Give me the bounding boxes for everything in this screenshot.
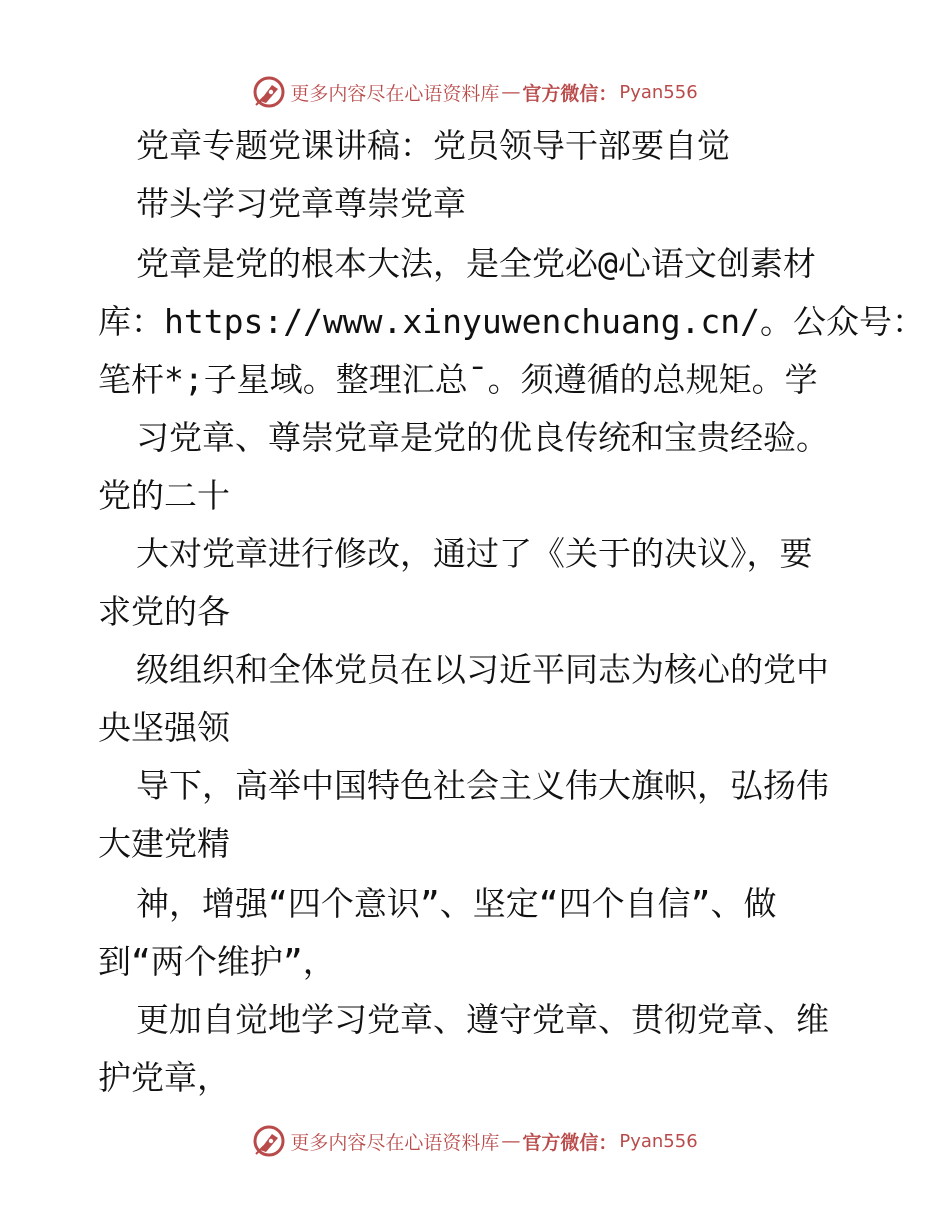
watermark-text: 更多内容尽在心语资料库 <box>290 1131 500 1154</box>
paragraph-line: 神，增强“四个意识”、坚定“四个自信”、做 <box>136 884 777 923</box>
paragraph-line: 库：https://www.xinyuwenchuang.cn/。公众号： <box>98 302 926 341</box>
watermark-separator: — <box>501 1130 521 1152</box>
watermark-wechat-id: Pyan556 <box>619 81 698 103</box>
header-watermark <box>0 72 950 112</box>
paragraph-line: 更加自觉地学习党章、遵守党章、贯彻党章、维 <box>136 1000 829 1039</box>
pen-nib-logo-icon <box>252 75 286 109</box>
paragraph-line: 党的二十 <box>98 476 230 515</box>
watermark-text: 更多内容尽在心语资料库 <box>290 82 500 105</box>
paragraph-line: 导下，高举中国特色社会主义伟大旗帜，弘扬伟 <box>136 766 829 805</box>
watermark-wechat-id: Pyan556 <box>619 1130 698 1152</box>
footer-watermark <box>0 1121 950 1161</box>
watermark-label: 官方微信： <box>522 82 618 105</box>
watermark-separator: — <box>501 81 521 103</box>
title-line-2: 带头学习党章尊崇党章 <box>136 184 466 223</box>
paragraph-line: 大建党精 <box>98 824 230 863</box>
paragraph-line: 党章是党的根本大法，是全党必@心语文创素材 <box>136 244 816 283</box>
paragraph-line: 求党的各 <box>98 592 230 631</box>
paragraph-line: 央坚强领 <box>98 708 230 747</box>
pen-nib-logo-icon <box>252 1124 286 1158</box>
paragraph-line: 习党章、尊崇党章是党的优良传统和宝贵经验。 <box>136 418 829 457</box>
title-line-1: 党章专题党课讲稿：党员领导干部要自觉 <box>136 126 730 165</box>
watermark-label: 官方微信： <box>522 1131 618 1154</box>
paragraph-line: 护党章， <box>98 1058 230 1097</box>
paragraph-line: 笔杆*;子星域。整理汇总¯。须遵循的总规矩。学 <box>98 360 818 399</box>
paragraph-line: 大对党章进行修改，通过了《关于的决议》，要 <box>136 534 813 573</box>
paragraph-line: 到“两个维护”， <box>98 942 336 981</box>
paragraph-line: 级组织和全体党员在以习近平同志为核心的党中 <box>136 650 829 689</box>
